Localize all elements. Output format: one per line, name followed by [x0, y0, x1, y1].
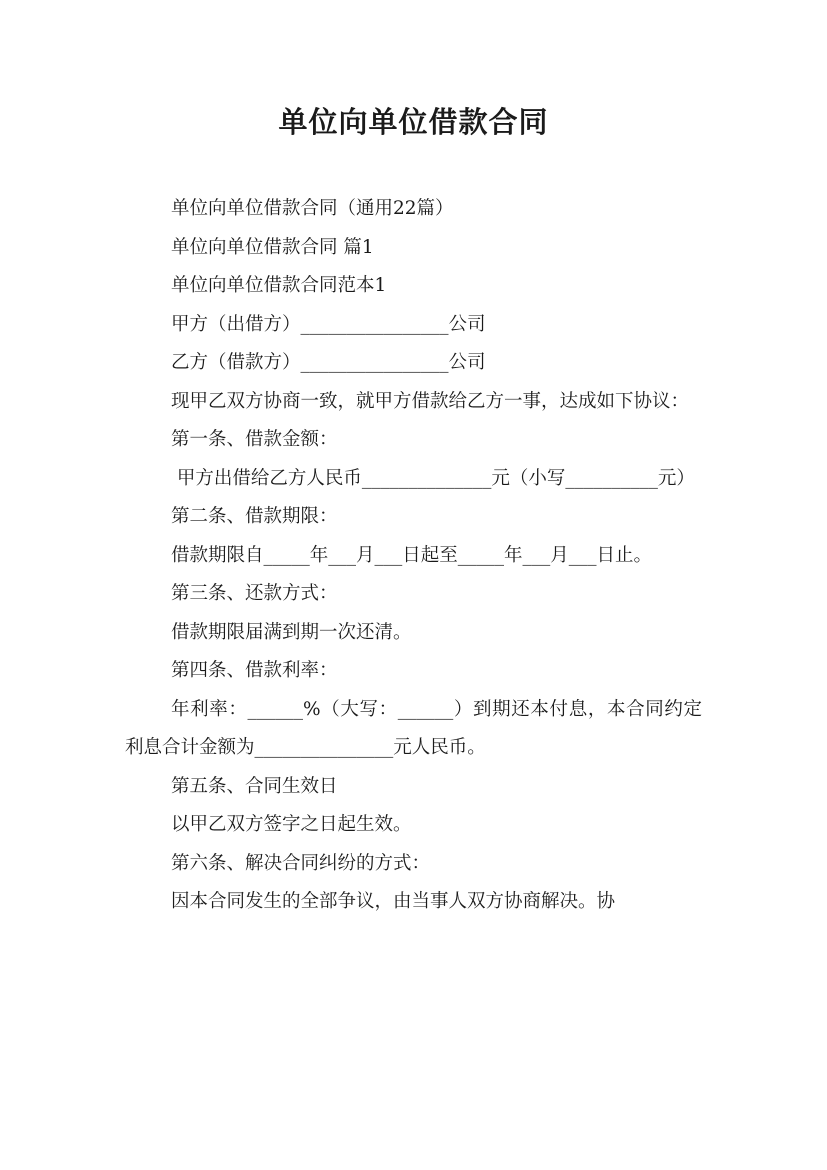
paragraph-clause-6-heading: 第六条、解决合同纠纷的方式： — [171, 852, 431, 874]
paragraph-clause-1-body: 甲方出借给乙方人民币______________元（小写__________元） — [171, 467, 695, 489]
document-title: 单位向单位借款合同 — [278, 105, 549, 139]
paragraph-party-a: 甲方（出借方）________________公司 — [171, 313, 486, 335]
paragraph-clause-4-heading: 第四条、借款利率： — [171, 660, 338, 681]
document-body — [125, 190, 702, 922]
paragraph-clause-2-heading: 第二条、借款期限： — [171, 506, 338, 527]
paragraph-preamble: 现甲乙双方协商一致，就甲方借款给乙方一事，达成如下协议： — [171, 390, 690, 412]
paragraph-collection-title: 单位向单位借款合同（通用22篇） — [171, 198, 454, 219]
paragraph-clause-3-body: 借款期限届满到期一次还清。 — [171, 621, 412, 643]
paragraph-clause-5-heading: 第五条、合同生效日 — [171, 775, 338, 797]
paragraph-clause-1-heading: 第一条、借款金额： — [171, 429, 338, 450]
paragraph-party-b: 乙方（借款方）________________公司 — [171, 352, 486, 373]
paragraph-template-heading: 单位向单位借款合同范本1 — [171, 275, 387, 296]
paragraph-clause-3-heading: 第三条、还款方式： — [171, 583, 338, 604]
paragraph-clause-6-body: 因本合同发生的全部争议，由当事人双方协商解决。协 — [171, 891, 616, 912]
paragraph-clause-5-body: 以甲乙双方签字之日起生效。 — [171, 814, 412, 835]
paragraph-article-heading: 单位向单位借款合同 篇1 — [171, 236, 374, 258]
paragraph-clause-2-body: 借款期限自_____年___月___日起至_____年___月___日止。 — [171, 544, 653, 566]
paragraph-clause-4-body: 年利率：______%（大写：______）到期还本付息，本合同约定利息合计金额为_______________元人民币。 — [125, 698, 702, 758]
